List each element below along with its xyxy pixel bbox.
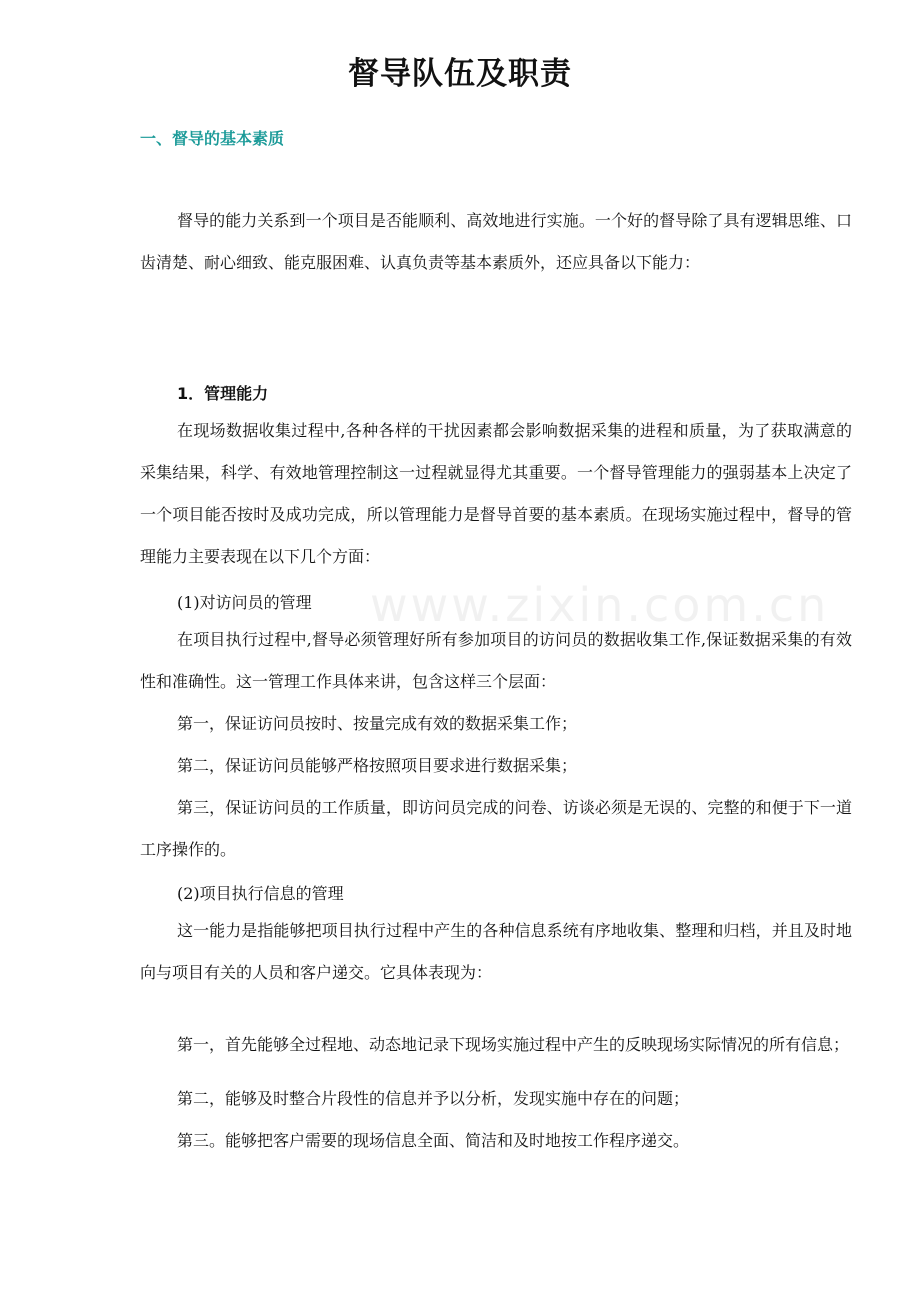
watermark: www.zixin.com.cn — [370, 578, 830, 632]
interviewer-point-1: 第一，保证访问员按时、按量完成有效的数据采集工作； — [177, 714, 578, 733]
interviewer-point-3: 第三，保证访问员的工作质量，即访问员完成的问卷、访谈必须是无误的、完整的和便于下一道工序操作的。 — [140, 798, 852, 859]
subheading-management-ability: 1．管理能力 — [177, 384, 269, 403]
section-heading-basic-qualities: 一、督导的基本素质 — [140, 129, 285, 148]
management-paragraph: 在现场数据收集过程中,各种各样的干扰因素都会影响数据采集的进程和质量，为了获取满意的采集结果，科学、有效地管理控制这一过程就显得尤其重要。一个督导管理能力的强弱基本上决定了一个项目能否按时及成功完成，所以管理能力是督导首要的基本素质。在现场实施过程中，督导的管理能力主要表现在以下几个方面： — [140, 421, 852, 566]
info-management-paragraph: 这一能力是指能够把项目执行过程中产生的各种信息系统有序地收集、整理和归档，并且及时地向与项目有关的人员和客户递交。它具体表现为： — [140, 921, 852, 982]
info-point-3: 第三。能够把客户需要的现场信息全面、简洁和及时地按工作程序递交。 — [177, 1131, 690, 1150]
interviewer-management-paragraph: 在项目执行过程中,督导必须管理好所有参加项目的访问员的数据收集工作,保证数据采集的有效性和准确性。这一管理工作具体来讲，包含这样三个层面： — [140, 630, 852, 691]
page-title: 督导队伍及职责 — [348, 56, 572, 92]
intro-paragraph: 督导的能力关系到一个项目是否能顺利、高效地进行实施。一个好的督导除了具有逻辑思维、口齿清楚、耐心细致、能克服困难、认真负责等基本素质外，还应具备以下能力： — [140, 211, 852, 272]
interviewer-point-2: 第二，保证访问员能够严格按照项目要求进行数据采集； — [177, 756, 578, 775]
item-heading-info-management: (2)项目执行信息的管理 — [177, 884, 344, 903]
info-point-1: 第一，首先能够全过程地、动态地记录下现场实施过程中产生的反映现场实际情况的所有信息； — [177, 1035, 850, 1054]
item-heading-interviewer-management: (1)对访问员的管理 — [177, 593, 312, 612]
info-point-2: 第二，能够及时整合片段性的信息并予以分析，发现实施中存在的问题； — [177, 1089, 690, 1108]
